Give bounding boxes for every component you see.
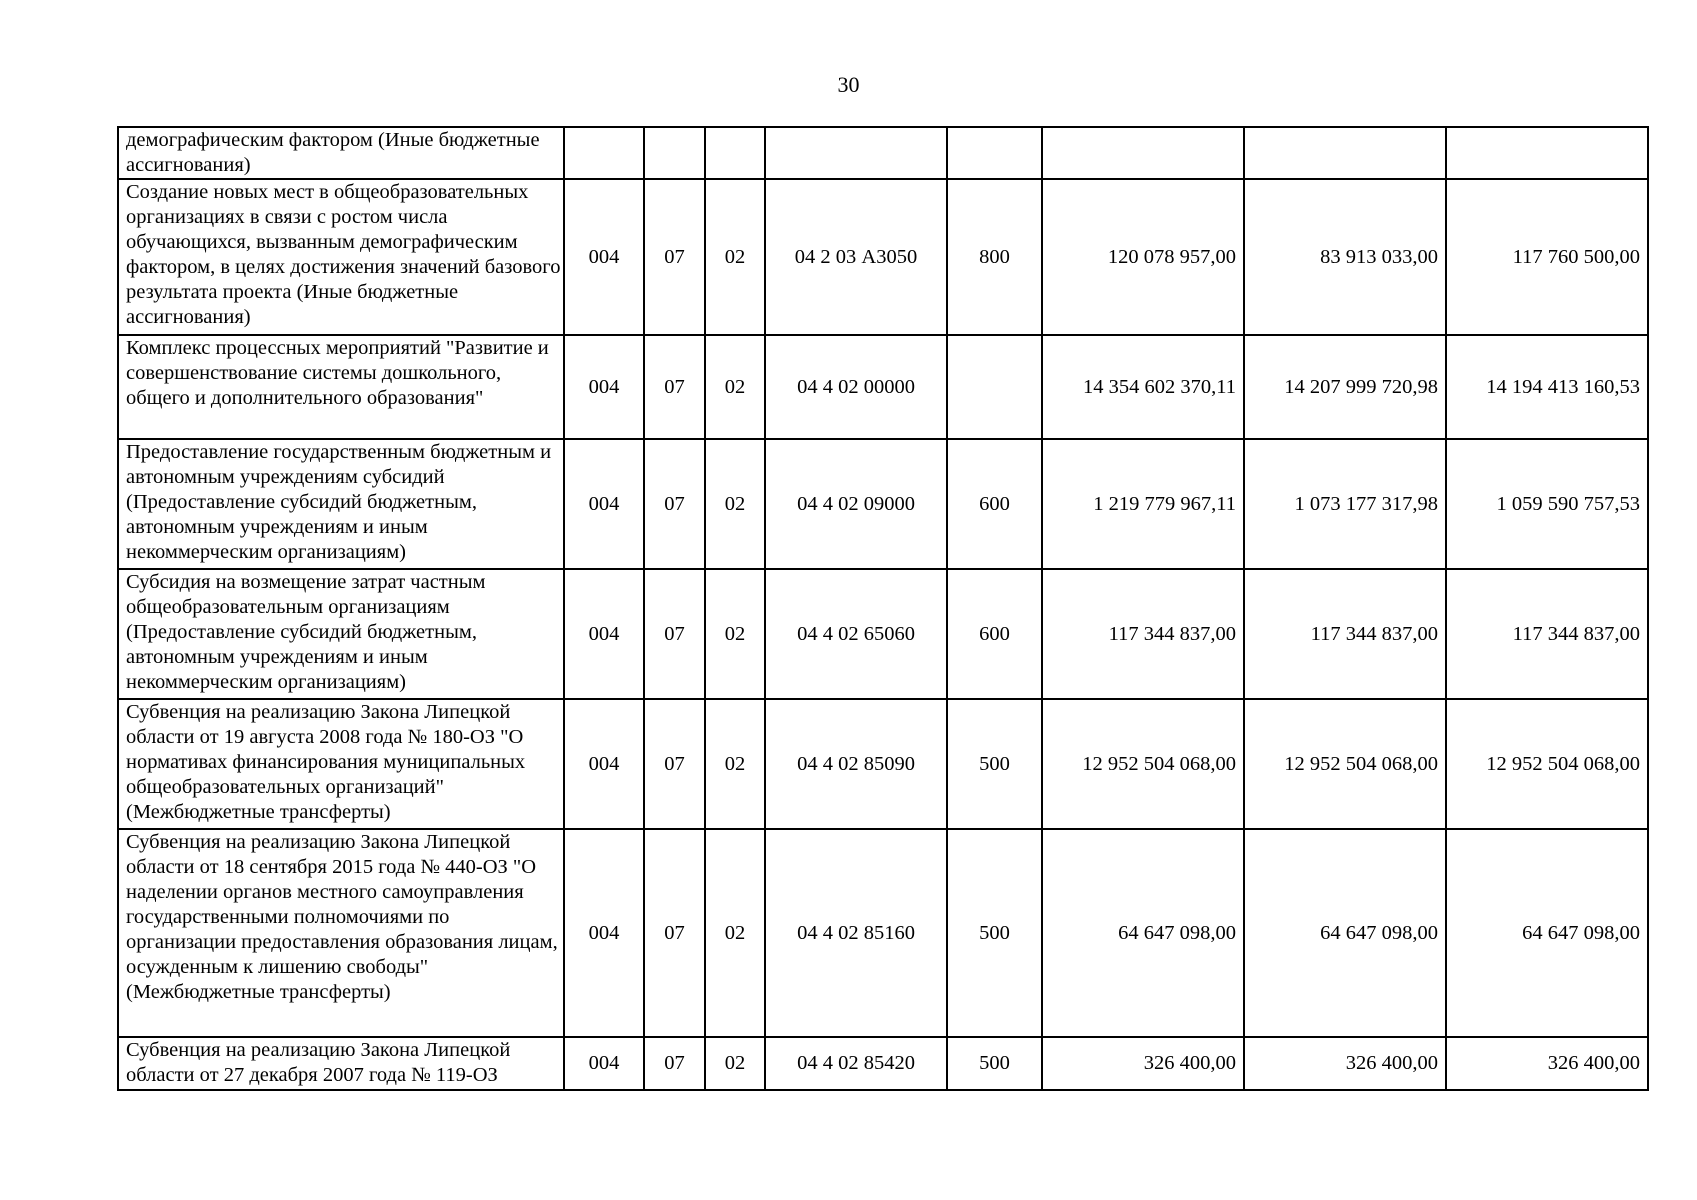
description-cell: Субвенция на реализацию Закона Липецкой области от 27 декабря 2007 года № 119-ОЗ — [118, 1037, 564, 1090]
amount-year-1-cell: 12 952 504 068,00 — [1042, 699, 1244, 829]
section-code-cell — [644, 127, 705, 179]
table-row — [118, 179, 1648, 335]
expense-type-cell: 600 — [947, 439, 1042, 569]
ministry-code-cell — [564, 127, 644, 179]
amount-year-3-cell: 326 400,00 — [1446, 1037, 1648, 1090]
description-cell: Субвенция на реализацию Закона Липецкой области от 19 августа 2008 года № 180-ОЗ "О нормативах финансирования муниципальных общеобразовательных организаций" (Межбюджетные трансферты) — [118, 699, 564, 829]
subsection-code-cell: 02 — [705, 1037, 765, 1090]
amount-year-3-cell: 117 760 500,00 — [1446, 179, 1648, 335]
amount-year-1-cell: 1 219 779 967,11 — [1042, 439, 1244, 569]
table-row — [118, 439, 1648, 569]
expense-type-cell: 800 — [947, 179, 1042, 335]
subsection-code-cell: 02 — [705, 829, 765, 1037]
amount-year-3-cell: 1 059 590 757,53 — [1446, 439, 1648, 569]
amount-year-1-cell: 120 078 957,00 — [1042, 179, 1244, 335]
table-row — [118, 829, 1648, 1037]
amount-year-2-cell: 12 952 504 068,00 — [1244, 699, 1446, 829]
amount-year-1-cell: 14 354 602 370,11 — [1042, 335, 1244, 439]
budget-table — [117, 126, 1649, 1091]
expense-type-cell: 500 — [947, 699, 1042, 829]
expense-type-cell: 600 — [947, 569, 1042, 699]
ministry-code-cell: 004 — [564, 179, 644, 335]
description-cell: демографическим фактором (Иные бюджетные ассигнования) — [118, 127, 564, 179]
amount-year-2-cell: 117 344 837,00 — [1244, 569, 1446, 699]
target-article-cell: 04 4 02 00000 — [765, 335, 947, 439]
amount-year-2-cell — [1244, 127, 1446, 179]
ministry-code-cell: 004 — [564, 439, 644, 569]
section-code-cell: 07 — [644, 439, 705, 569]
table-row — [118, 127, 1648, 179]
section-code-cell: 07 — [644, 829, 705, 1037]
subsection-code-cell: 02 — [705, 699, 765, 829]
subsection-code-cell: 02 — [705, 569, 765, 699]
table-row — [118, 699, 1648, 829]
expense-type-cell: 500 — [947, 1037, 1042, 1090]
ministry-code-cell: 004 — [564, 569, 644, 699]
section-code-cell: 07 — [644, 335, 705, 439]
section-code-cell: 07 — [644, 179, 705, 335]
amount-year-1-cell: 117 344 837,00 — [1042, 569, 1244, 699]
expense-type-cell: 500 — [947, 829, 1042, 1037]
subsection-code-cell: 02 — [705, 335, 765, 439]
amount-year-1-cell — [1042, 127, 1244, 179]
section-code-cell: 07 — [644, 569, 705, 699]
page-number: 30 — [837, 72, 860, 97]
target-article-cell: 04 4 02 85090 — [765, 699, 947, 829]
target-article-cell: 04 4 02 09000 — [765, 439, 947, 569]
target-article-cell: 04 4 02 85160 — [765, 829, 947, 1037]
amount-year-3-cell: 117 344 837,00 — [1446, 569, 1648, 699]
description-cell: Создание новых мест в общеобразовательных организациях в связи с ростом числа обучающихся, вызванным демографическим фактором, в целях достижения значений базового результата проекта (Иные бюджетные ассигнования) — [118, 179, 564, 335]
ministry-code-cell: 004 — [564, 335, 644, 439]
description-cell: Предоставление государственным бюджетным и автономным учреждениям субсидий (Предоставление субсидий бюджетным, автономным учреждениям и иным некоммерческим организациям) — [118, 439, 564, 569]
table-row — [118, 1037, 1648, 1090]
target-article-cell — [765, 127, 947, 179]
amount-year-3-cell — [1446, 127, 1648, 179]
section-code-cell: 07 — [644, 699, 705, 829]
target-article-cell: 04 4 02 85420 — [765, 1037, 947, 1090]
amount-year-2-cell: 14 207 999 720,98 — [1244, 335, 1446, 439]
section-code-cell: 07 — [644, 1037, 705, 1090]
amount-year-2-cell: 64 647 098,00 — [1244, 829, 1446, 1037]
target-article-cell: 04 4 02 65060 — [765, 569, 947, 699]
amount-year-2-cell: 1 073 177 317,98 — [1244, 439, 1446, 569]
amount-year-2-cell: 326 400,00 — [1244, 1037, 1446, 1090]
description-cell: Субвенция на реализацию Закона Липецкой области от 18 сентября 2015 года № 440-ОЗ "О наделении органов местного самоуправления государственными полномочиями по организации предоставления образования лицам, осужденным к лишению свободы" (Межбюджетные трансферты) — [118, 829, 564, 1037]
amount-year-3-cell: 14 194 413 160,53 — [1446, 335, 1648, 439]
expense-type-cell — [947, 335, 1042, 439]
amount-year-3-cell: 64 647 098,00 — [1446, 829, 1648, 1037]
expense-type-cell — [947, 127, 1042, 179]
ministry-code-cell: 004 — [564, 699, 644, 829]
amount-year-1-cell: 64 647 098,00 — [1042, 829, 1244, 1037]
subsection-code-cell: 02 — [705, 179, 765, 335]
subsection-code-cell: 02 — [705, 439, 765, 569]
amount-year-2-cell: 83 913 033,00 — [1244, 179, 1446, 335]
description-cell: Комплекс процессных мероприятий "Развитие и совершенствование системы дошкольного, общего и дополнительного образования" — [118, 335, 564, 439]
amount-year-3-cell: 12 952 504 068,00 — [1446, 699, 1648, 829]
table-row — [118, 335, 1648, 439]
table-row — [118, 569, 1648, 699]
subsection-code-cell — [705, 127, 765, 179]
target-article-cell: 04 2 03 А3050 — [765, 179, 947, 335]
ministry-code-cell: 004 — [564, 1037, 644, 1090]
description-cell: Субсидия на возмещение затрат частным общеобразовательным организациям (Предоставление субсидий бюджетным, автономным учреждениям и иным некоммерческим организациям) — [118, 569, 564, 699]
ministry-code-cell: 004 — [564, 829, 644, 1037]
amount-year-1-cell: 326 400,00 — [1042, 1037, 1244, 1090]
